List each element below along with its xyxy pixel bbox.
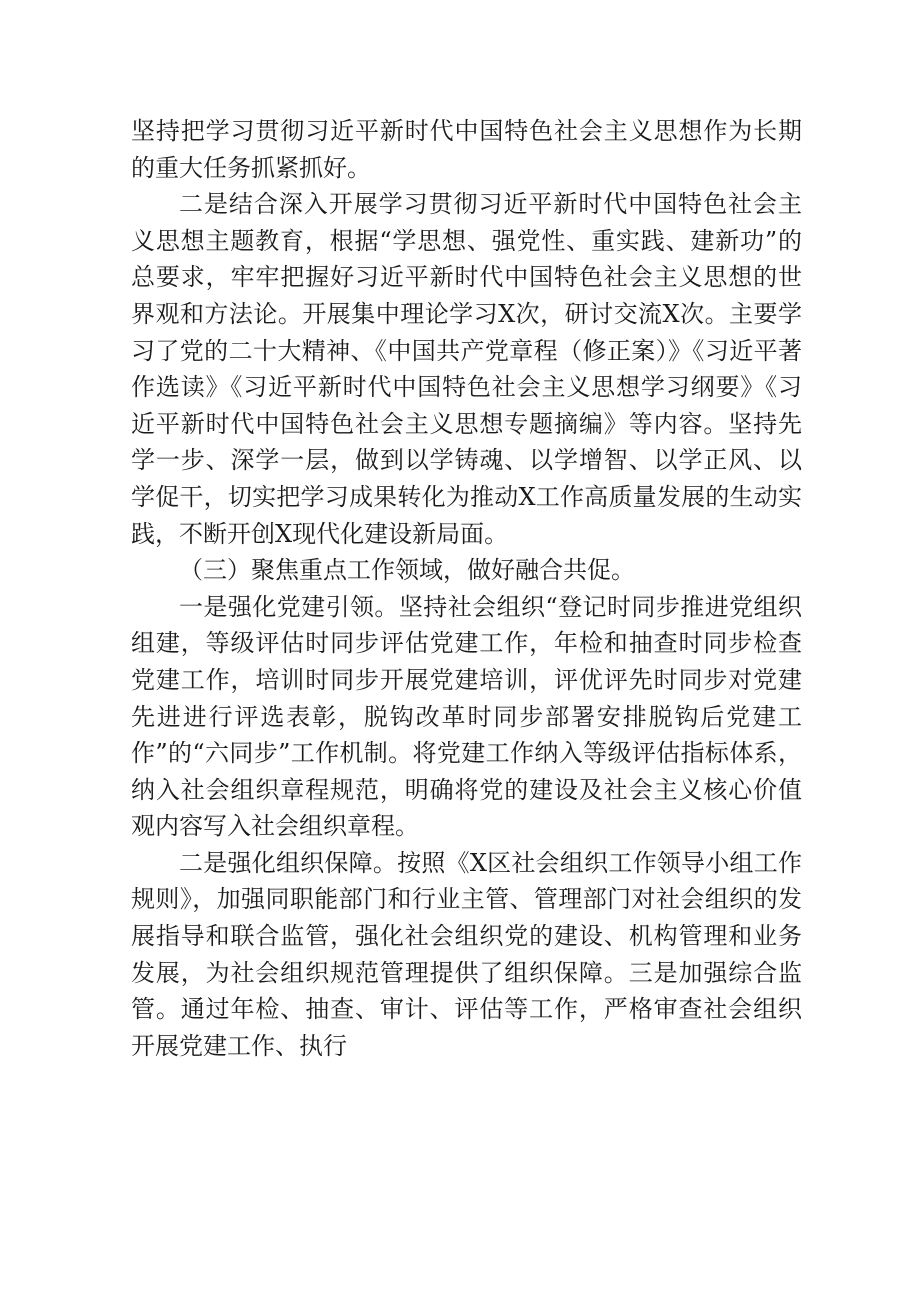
paragraph-party-building: 一是强化党建引领。坚持社会组织“登记时同步推进党组织组建，等级评估时同步评估党建工作，年检和抽查时同步检查党建工作，培训时同步开展党建培训，评优评先时同步对党建先进进行评选表彰，脱钩改革时同步部署安排脱钩后党建工作”的“六同步”工作机制。将党建工作纳入等级评估指标体系，纳入社会组织章程规范，明确将党的建设及社会主义核心价值观内容写入社会组织章程。: [131, 592, 802, 841]
paragraph-theme-education: 二是结合深入开展学习贯彻习近平新时代中国特色社会主义思想主题教育，根据“学思想、强党性、重实践、建新功”的总要求，牢牢把握好习近平新时代中国特色社会主义思想的世界观和方法论。开展集中理论学习X次，研讨交流X次。主要学习了党的二十大精神、《中国共产党章程（修正案）》《习近平著作选读》《习近平新时代中国特色社会主义思想学习纲要》《习近平新时代中国特色社会主义思想专题摘编》等内容。坚持先学一步、深学一层，做到以学铸魂、以学增智、以学正风、以学促干，切实把学习成果转化为推动X工作高质量发展的生动实践，不断开创X现代化建设新局面。: [131, 190, 802, 548]
paragraph-continuation: 坚持把学习贯彻习近平新时代中国特色社会主义思想作为长期的重大任务抓紧抓好。: [131, 117, 802, 182]
paragraph-organization-guarantee: 二是强化组织保障。按照《X区社会组织工作领导小组工作规则》，加强同职能部门和行业主管、管理部门对社会组织的发展指导和联合监管，强化社会组织党的建设、机构管理和业务发展，为社会组织规范管理提供了组织保障。三是加强综合监管。通过年检、抽查、审计、评估等工作，严格审查社会组织开展党建工作、执行: [131, 848, 802, 1060]
section-heading-3: （三）聚焦重点工作领域，做好融合共促。: [179, 556, 635, 585]
